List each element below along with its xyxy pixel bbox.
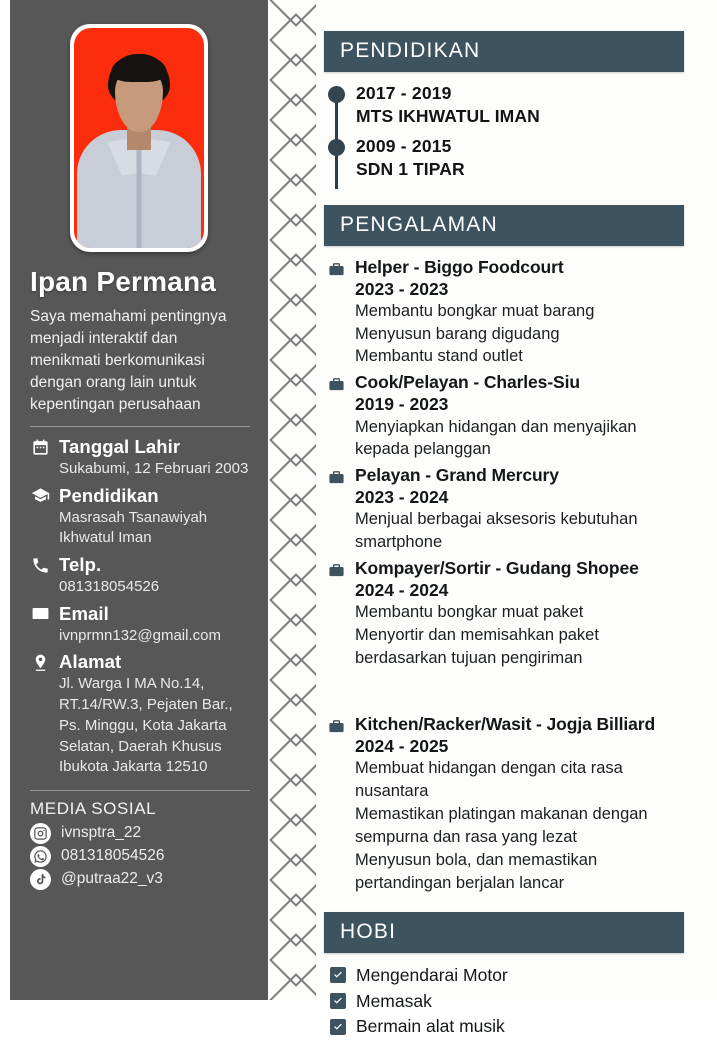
- profile-name: Ipan Permana: [30, 266, 217, 297]
- contact-title: Tanggal Lahir: [59, 436, 181, 457]
- phone-icon: [30, 555, 50, 575]
- timeline-dot-icon: [328, 86, 345, 103]
- education-school: MTS IKHWATUL IMAN: [356, 106, 540, 126]
- education-year: 2017 - 2019: [356, 83, 452, 103]
- left-margin: [0, 0, 10, 1000]
- education-school: SDN 1 TIPAR: [356, 158, 465, 179]
- experience-entry: [324, 713, 684, 898]
- portrait-placket: [137, 148, 142, 248]
- experience-entry: [324, 256, 684, 372]
- briefcase-icon: [328, 718, 345, 735]
- hobby-list: [324, 953, 684, 1040]
- experience-year: 2019 - 2023: [355, 394, 449, 415]
- calendar-icon: [30, 437, 50, 457]
- briefcase-icon: [328, 469, 345, 486]
- social-heading: MEDIA SOSIAL: [30, 798, 157, 818]
- contact-title: Alamat: [59, 651, 122, 673]
- experience-desc-line: Menjual berbagai aksesoris kebutuhan: [355, 510, 638, 529]
- hobby-item: [324, 963, 684, 989]
- profile-bio: Saya memahami pentingnya menjadi interaktif dan menikmati berkomunikasi dengan orang lain untuk kepentingan perusahaan: [30, 308, 227, 413]
- experience-desc-line: Membantu stand outlet: [355, 347, 523, 366]
- briefcase-icon: [328, 261, 345, 278]
- experience-list: [324, 246, 684, 898]
- map-pin-icon: [30, 652, 50, 672]
- instagram-icon: [30, 823, 51, 844]
- diamond-pattern-divider: [268, 0, 316, 1000]
- hobby-label: Mengendarai Motor: [356, 964, 508, 985]
- profile-photo: [74, 28, 204, 248]
- photo-frame: [70, 24, 208, 252]
- experience-desc-line: Menyusun bola, dan memastikan: [355, 851, 598, 870]
- contact-value: Jl. Warga I MA No.14, RT.14/RW.3, Pejaten Bar., Ps. Minggu, Kota Jakarta Selatan, Daerah Khusus Ibukota Jakarta 12510: [59, 675, 233, 776]
- whatsapp-icon: [30, 846, 51, 867]
- experience-desc-line: Menyusun barang digudang: [355, 324, 560, 343]
- diamond-pattern-svg: [268, 0, 316, 1000]
- section-header-experience: PENGALAMAN: [324, 205, 684, 246]
- contact-value: ivnprmn132@gmail.com: [59, 626, 221, 644]
- contact-item-address: [10, 648, 268, 779]
- experience-desc-line: Membuat hidangan dengan cita rasa: [355, 759, 623, 778]
- portrait-fringe: [111, 56, 167, 82]
- education-year: 2009 - 2015: [356, 135, 452, 156]
- sidebar-divider-top: [30, 426, 250, 427]
- experience-title: Cook/Pelayan - Charles-Siu: [355, 372, 580, 393]
- contact-value: Masrasah Tsanawiyah Ikhwatul Iman: [59, 508, 208, 547]
- checkbox-checked-icon: [330, 1019, 346, 1035]
- contact-item-phone: [10, 551, 268, 600]
- tiktok-icon: [30, 869, 51, 890]
- experience-desc-line: Menyortir dan memisahkan paket: [355, 626, 599, 645]
- experience-desc-line: smartphone: [355, 533, 443, 552]
- contact-head: [30, 651, 254, 673]
- experience-title: Kitchen/Racker/Wasit - Jogja Billiard: [355, 714, 656, 735]
- contact-title: Telp.: [59, 554, 102, 576]
- social-item-instagram[interactable]: [10, 822, 268, 845]
- profile-photo-wrap: [10, 0, 268, 252]
- hobby-label: Bermain alat musik: [356, 1016, 505, 1037]
- sidebar-divider-social: [30, 790, 250, 791]
- contact-item-email: [10, 600, 268, 649]
- checkbox-checked-icon: [330, 967, 346, 983]
- experience-title: Helper - Biggo Foodcourt: [355, 256, 564, 277]
- experience-entry: [324, 557, 684, 673]
- checkbox-checked-icon: [330, 993, 346, 1009]
- hobby-item: [324, 989, 684, 1015]
- social-item-tiktok[interactable]: [10, 868, 268, 891]
- experience-year: 2023 - 2023: [355, 278, 449, 299]
- contact-head: [30, 603, 254, 625]
- contact-item-education: [10, 482, 268, 551]
- sidebar: [10, 0, 268, 1000]
- main-content: [316, 0, 717, 1037]
- education-timeline: [324, 72, 684, 189]
- experience-entry: [324, 464, 684, 557]
- contact-head: [30, 554, 254, 576]
- graduation-cap-icon: [30, 486, 50, 506]
- contact-title: Email: [59, 602, 109, 624]
- contact-head: [30, 436, 254, 458]
- experience-desc-line: Memastikan platingan makanan dengan: [355, 805, 648, 824]
- experience-desc-line: nusantara: [355, 782, 429, 801]
- education-entry: [324, 83, 684, 136]
- experience-year: 2024 - 2024: [355, 580, 449, 601]
- experience-desc-line: kepada pelanggan: [355, 440, 491, 459]
- experience-title: Kompayer/Sortir - Gudang Shopee: [355, 558, 639, 579]
- briefcase-icon: [328, 376, 345, 393]
- timeline-dot-icon: [328, 139, 345, 156]
- contact-head: [30, 485, 254, 507]
- experience-year: 2024 - 2025: [355, 736, 449, 757]
- experience-year: 2023 - 2024: [355, 487, 449, 508]
- experience-desc-line: berdasarkan tujuan pengiriman: [355, 649, 583, 668]
- section-header-education: PENDIDIKAN: [324, 31, 684, 72]
- contact-title: Pendidikan: [59, 484, 159, 506]
- contact-item-birth: [10, 433, 268, 482]
- social-label: 081318054526: [61, 847, 165, 865]
- experience-desc-line: Menyiapkan hidangan dan menyajikan: [355, 417, 637, 436]
- section-header-hobby: HOBI: [324, 912, 684, 953]
- social-item-whatsapp[interactable]: [10, 845, 268, 868]
- experience-entry: [324, 371, 684, 464]
- hobby-item: [324, 1014, 684, 1040]
- envelope-icon: [30, 604, 50, 624]
- experience-desc-line: Membantu bongkar muat barang: [355, 301, 595, 320]
- social-label: ivnsptra_22: [61, 824, 142, 842]
- experience-desc-line: sempurna dan rasa yang lezat: [355, 828, 577, 847]
- hobby-label: Memasak: [356, 990, 432, 1011]
- experience-desc-line: Membantu bongkar muat paket: [355, 603, 584, 622]
- briefcase-icon: [328, 562, 345, 579]
- social-label: @putraa22_v3: [61, 870, 163, 888]
- contact-value: 081318054526: [59, 578, 160, 596]
- experience-desc-line: pertandingan berjalan lancar: [355, 874, 565, 893]
- experience-title: Pelayan - Grand Mercury: [355, 465, 559, 486]
- contact-value: Sukabumi, 12 Februari 2003: [59, 460, 249, 477]
- education-entry: [324, 136, 684, 189]
